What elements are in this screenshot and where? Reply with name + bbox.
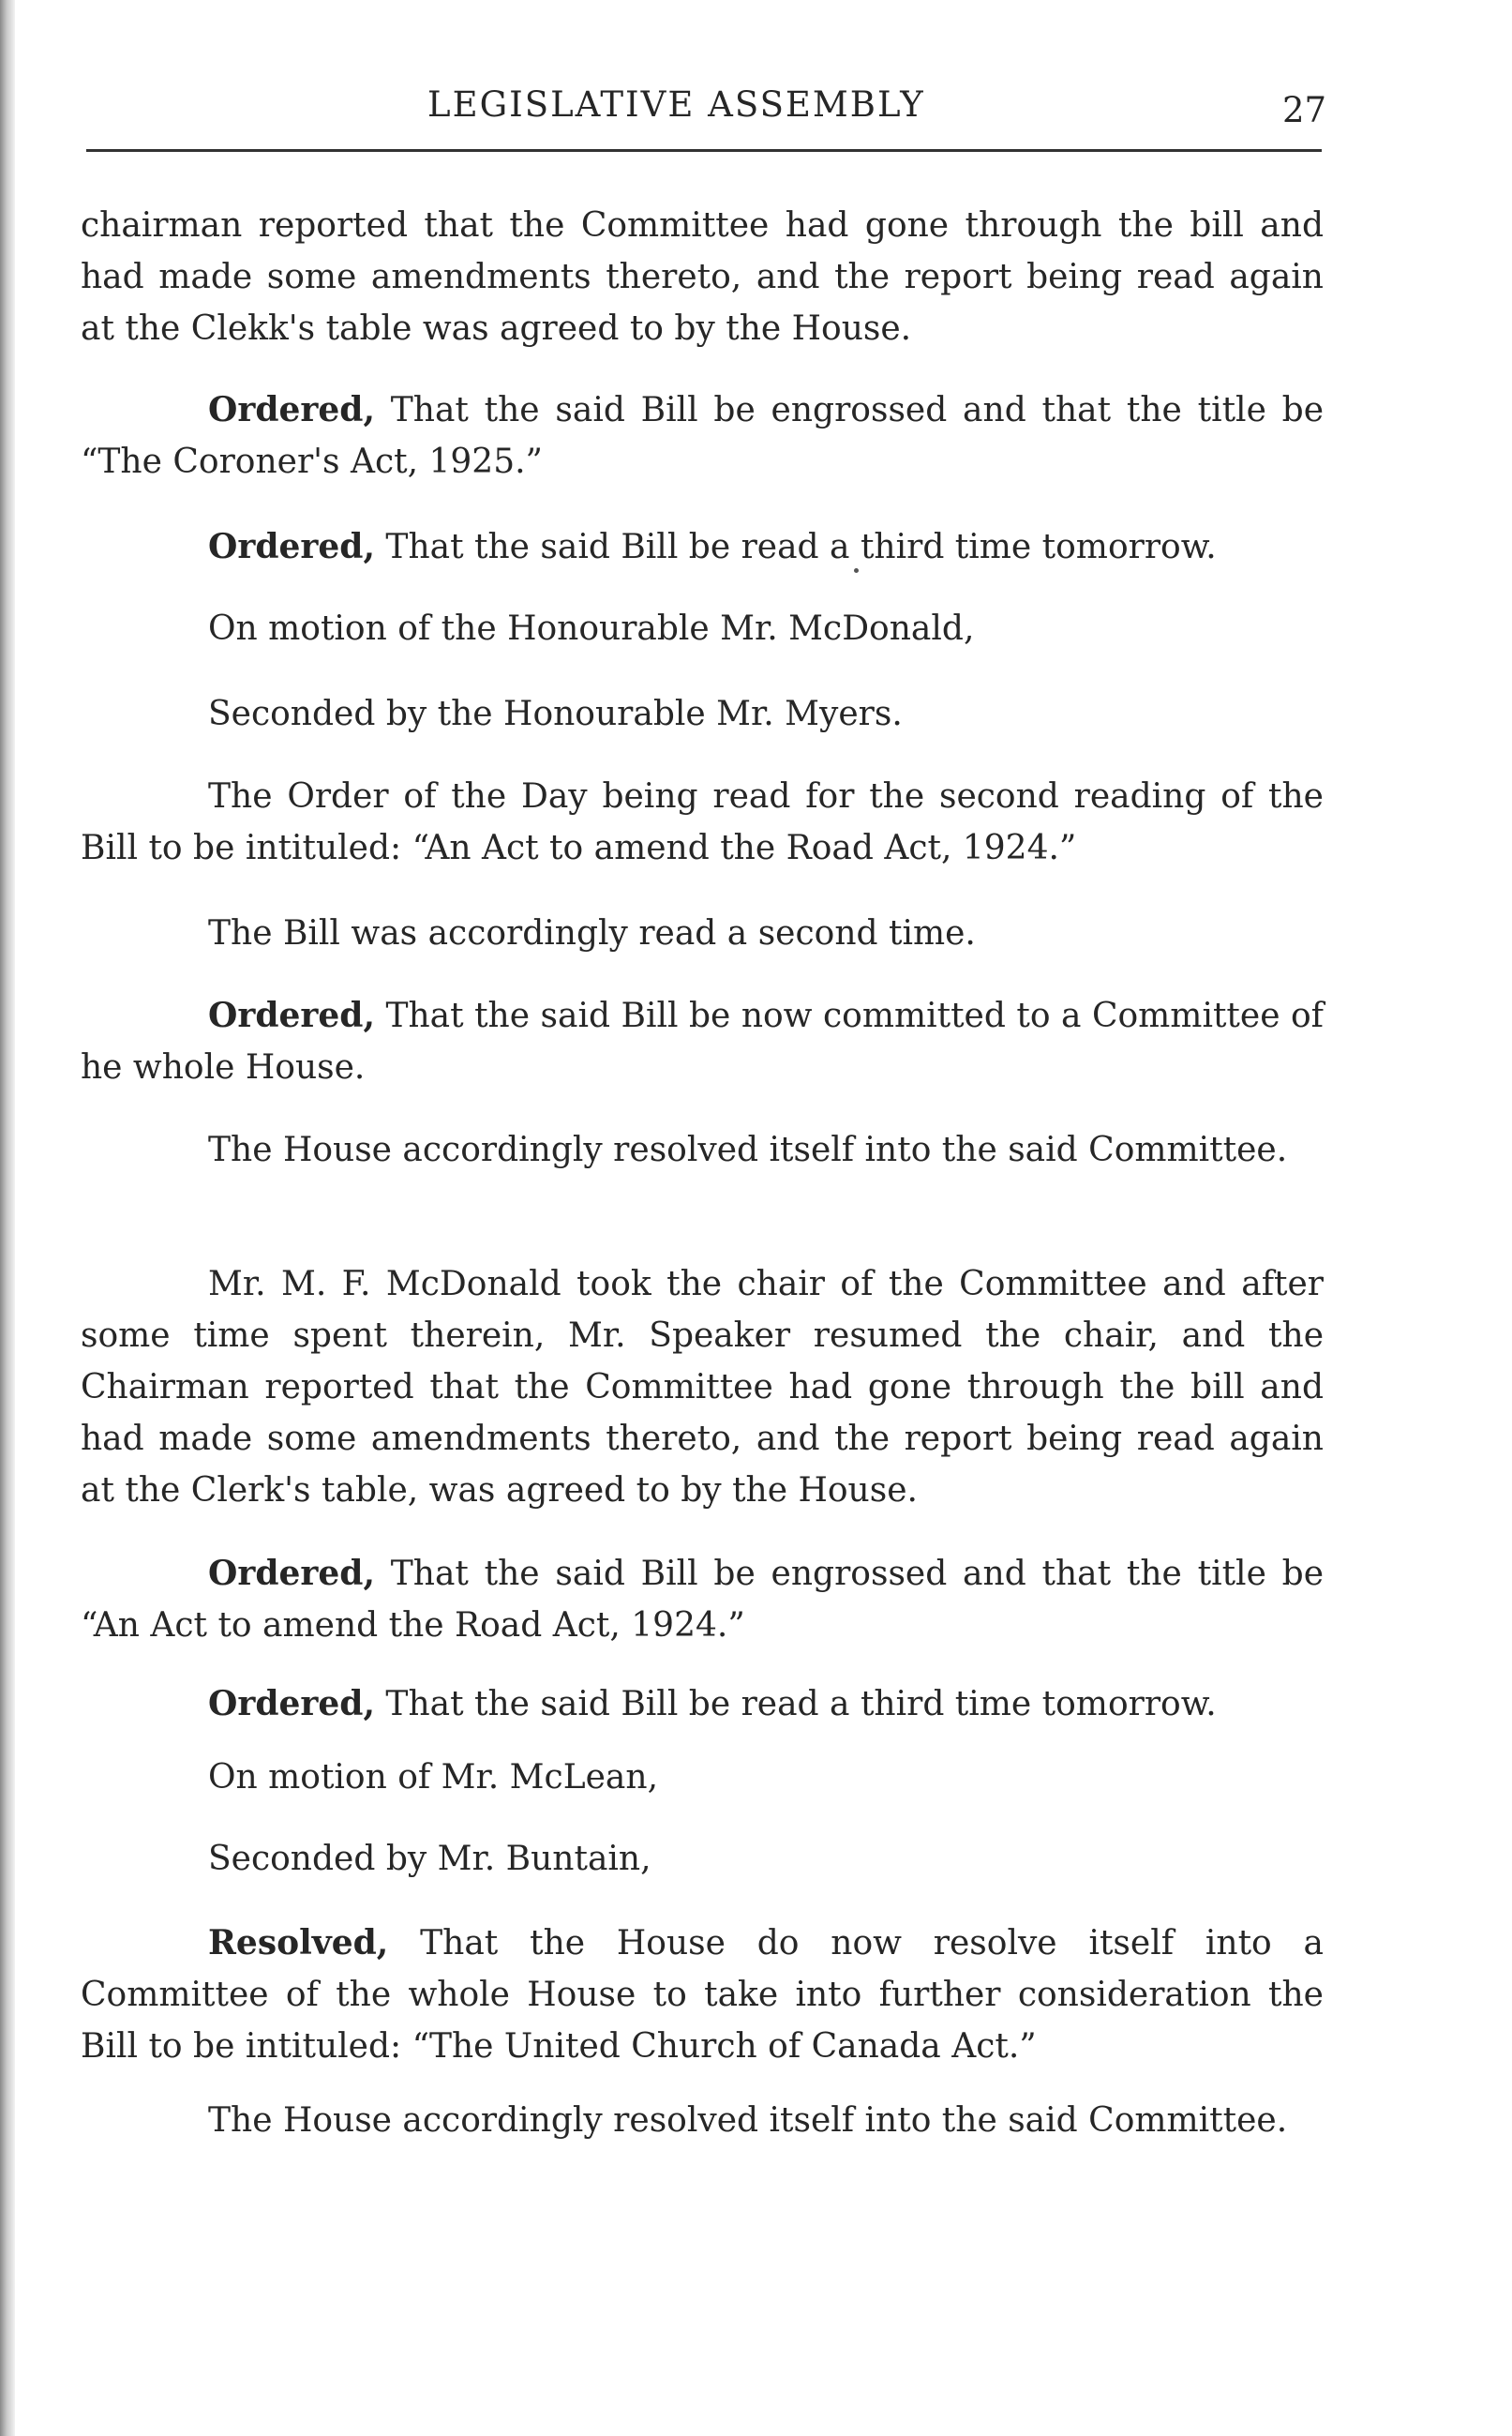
paragraph-motion-2 (208, 1752, 658, 1803)
running-head: LEGISLATIVE ASSEMBLY (427, 84, 925, 125)
paragraph-lead: Ordered, (208, 527, 375, 566)
paragraph-house-resolved (81, 1124, 1324, 1176)
paragraph-text: The Order of the Day being read for the second reading of the Bill to be intituled: “An Act to amend the Road Act, 1924.” (81, 777, 1324, 867)
paragraph-text: That the said Bill be now committed to a Committee of he whole House. (81, 997, 1324, 1087)
paragraph-lead: Ordered, (208, 1684, 375, 1723)
paragraph-text: The House accordingly resolved itself into the said Committee. (208, 1131, 1288, 1169)
page-number: 27 (1282, 90, 1327, 130)
paragraph-ordered-engrossed (81, 1548, 1324, 1651)
paragraph-text: The House accordingly resolved itself into the said Committee. (208, 2101, 1288, 2140)
paragraph-continuation (81, 200, 1324, 354)
paragraph-text: That the said Bill be read a third time tomorrow. (374, 1685, 1217, 1723)
paragraph-text: That the House do now resolve itself into a Committee of the whole House to take into further consideration the Bill to be intituled: “The United Church of Canada Act.” (81, 1924, 1324, 2066)
paragraph-text: That the said Bill be engrossed and that the title be “The Coroner's Act, 1925.” (81, 391, 1324, 481)
paragraph-text: On motion of the Honourable Mr. McDonald, (208, 609, 975, 648)
paragraph-text: That the said Bill be read a third time tomorrow. (374, 528, 1217, 566)
paragraph-seconded (208, 688, 903, 740)
paragraph-lead: Ordered, (208, 1554, 375, 1593)
paragraph-lead: Resolved, (208, 1923, 389, 1962)
paragraph-text: Seconded by the Honourable Mr. Myers. (208, 695, 903, 733)
paragraph-house-resolved-2 (81, 2095, 1324, 2146)
paragraph-ordered-third-reading (208, 521, 1217, 573)
paragraph-text: chairman reported that the Committee had gone through the bill and had made some amendments thereto, and the report being read again at the Clekk's table was agreed to by the House. (81, 206, 1324, 348)
paragraph-text: On motion of Mr. McLean, (208, 1758, 659, 1797)
paragraph-text: Seconded by Mr. Buntain, (208, 1840, 651, 1878)
paragraph-lead: Ordered, (208, 390, 375, 429)
paragraph-resolved (81, 1917, 1324, 2072)
paragraph-ordered-third-reading-2 (208, 1678, 1217, 1730)
paragraph-committee-report (81, 1258, 1324, 1516)
paragraph-text: Mr. M. F. McDonald took the chair of the Committee and after some time spent therein, Mr. Speaker resumed the chair, and the Chairman reported that the Committee had gone through the bill and had made some amendments thereto, and the report being read again at the Clerk's table, was agreed to by the House. (81, 1265, 1324, 1510)
print-speck (854, 568, 859, 573)
paragraph-motion (208, 603, 974, 654)
paragraph-second-reading (208, 908, 976, 959)
header-rule (86, 149, 1322, 152)
paragraph-lead: Ordered, (208, 996, 375, 1035)
paragraph-seconded-2 (208, 1833, 651, 1885)
paragraph-ordered-title (81, 384, 1324, 488)
paragraph-order-of-day (81, 771, 1324, 874)
paragraph-ordered-committed (81, 990, 1324, 1093)
paragraph-text: The Bill was accordingly read a second time. (208, 914, 976, 953)
paragraph-text: That the said Bill be engrossed and that the title be “An Act to amend the Road Act, 1924.” (81, 1555, 1324, 1645)
